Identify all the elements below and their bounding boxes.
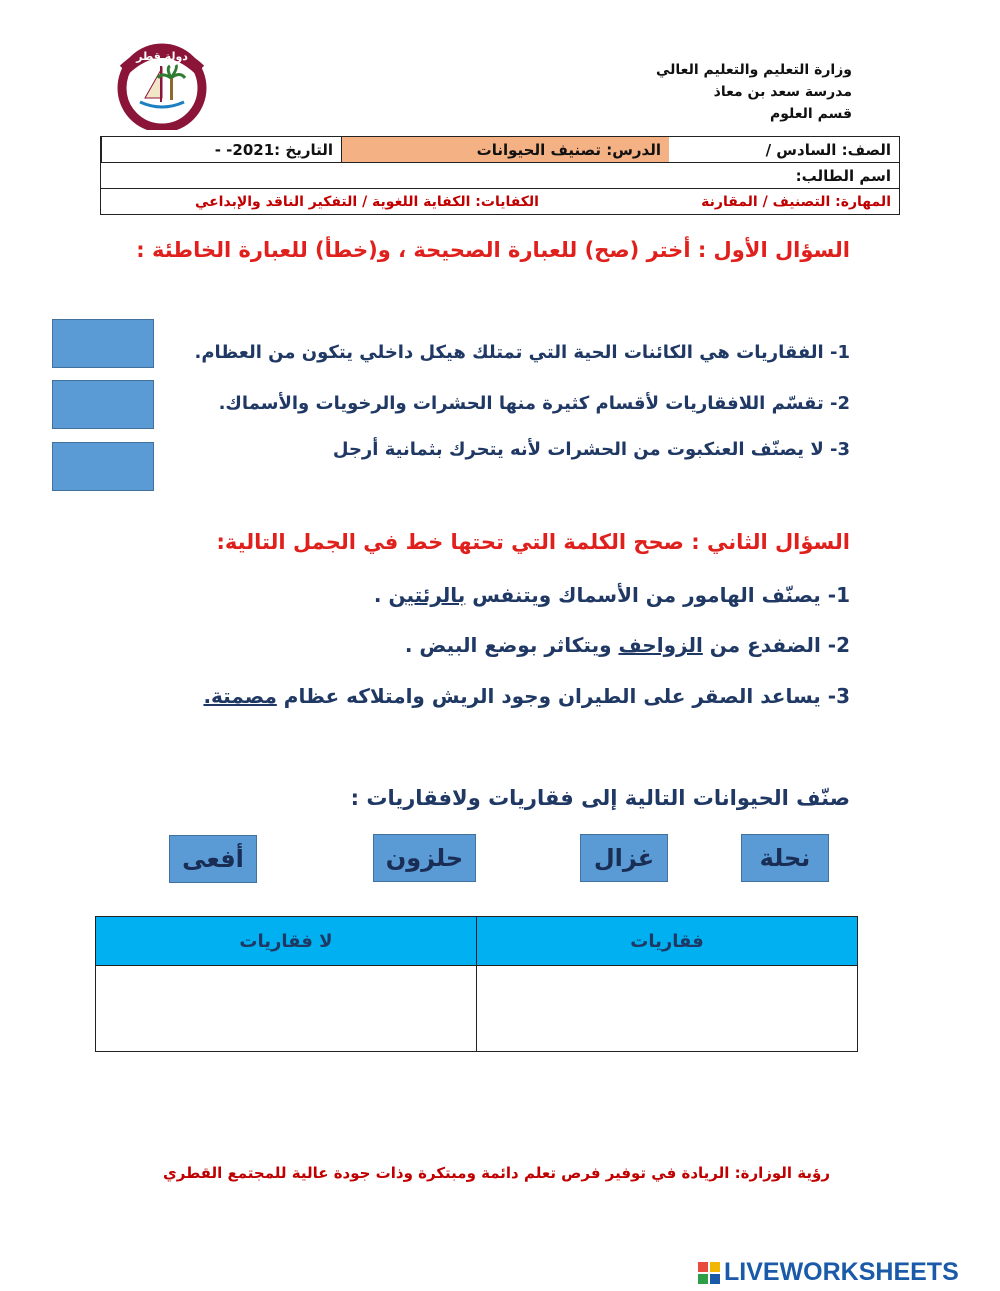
q2-s1-end: .	[373, 583, 389, 607]
invertebrates-header: لا فقاريات	[239, 930, 333, 952]
classify-title: صنّف الحيوانات التالية إلى فقاريات ولافقاريات :	[350, 786, 850, 810]
info-row-skills	[101, 189, 899, 214]
q1-answer-box-3[interactable]	[52, 442, 154, 491]
q2-s3-underlined: مصمتة.	[203, 684, 277, 708]
competencies-cell: الكفايات: الكفاية اللغوية / التفكير الناقد والإبداعي	[194, 193, 539, 210]
q2-sentence-1	[374, 583, 850, 607]
grade-cell: الصف: السادس /	[765, 140, 891, 159]
info-row-student	[101, 163, 899, 189]
logo-text: دولة قطر	[136, 50, 188, 63]
question1-title: السؤال الأول : أختر (صح) للعبارة الصحيحة ، و(خطأ) للعبارة الخاطئة :	[136, 238, 850, 262]
classification-table-body	[96, 966, 857, 1051]
date-cell: التاريخ :2021- -	[101, 137, 341, 162]
liveworksheets-brand	[698, 1258, 959, 1287]
animal-chip-snake[interactable]: أفعى	[169, 835, 257, 883]
skill-cell: المهارة: التصنيف / المقارنة	[701, 193, 891, 210]
q2-s3-text: 3- يساعد الصقر على الطيران وجود الريش وامتلاكه عظام	[276, 684, 850, 708]
q2-sentence-2	[405, 633, 850, 657]
school-name: مدرسة سعد بن معاذ	[713, 84, 852, 100]
q1-statement-2: 2- تقسّم اللافقاريات لأقسام كثيرة منها الحشرات والرخويات والأسماك.	[218, 393, 850, 414]
q1-answer-box-1[interactable]	[52, 319, 154, 368]
q2-s1-text: 1- يصنّف الهامور من الأسماك ويتنفس	[465, 583, 850, 607]
q2-s2-end: ويتكاثر بوضع البيض .	[404, 633, 619, 657]
student-name-cell[interactable]: اسم الطالب:	[795, 166, 891, 185]
animal-chip-snail[interactable]: حلزون	[373, 834, 476, 882]
invertebrates-drop-zone[interactable]	[96, 966, 476, 1051]
animal-chip-gazelle[interactable]: غزال	[580, 834, 668, 882]
question2-title: السؤال الثاني : صحح الكلمة التي تحتها خط في الجمل التالية:	[216, 530, 850, 554]
info-row-lesson	[101, 137, 899, 163]
liveworksheets-text: LIVEWORKSHEETS	[724, 1258, 959, 1286]
q1-statement-3: 3- لا يصنّف العنكبوت من الحشرات لأنه يتحرك بثمانية أرجل	[332, 439, 850, 460]
q2-s2-text: 2- الضفدع من	[702, 633, 850, 657]
q2-s2-underlined: الزواحف	[618, 633, 703, 657]
classification-table-header	[96, 917, 857, 966]
q2-sentence-3	[203, 684, 850, 708]
q1-answer-box-2[interactable]	[52, 380, 154, 429]
classification-table	[95, 916, 858, 1052]
vertebrates-drop-zone[interactable]	[476, 966, 857, 1051]
animal-chip-bee[interactable]: نحلة	[741, 834, 829, 882]
lesson-cell: الدرس: تصنيف الحيوانات	[341, 137, 669, 162]
liveworksheets-icon	[698, 1262, 720, 1284]
ministry-name: وزارة التعليم والتعليم العالي	[655, 62, 852, 78]
department-name: قسم العلوم	[770, 106, 852, 122]
info-table	[100, 136, 900, 215]
vertebrates-header: فقاريات	[476, 917, 857, 965]
q1-statement-1: 1- الفقاريات هي الكائنات الحية التي تمتلك هيكل داخلي يتكون من العظام.	[194, 342, 850, 363]
q2-s1-underlined: بالرئتين	[388, 583, 466, 607]
ministry-logo	[100, 38, 224, 130]
ministry-vision: رؤية الوزارة: الريادة في توفير فرص تعلم دائمة ومبتكرة وذات جودة عالية للمجتمع القطري	[162, 1164, 830, 1182]
